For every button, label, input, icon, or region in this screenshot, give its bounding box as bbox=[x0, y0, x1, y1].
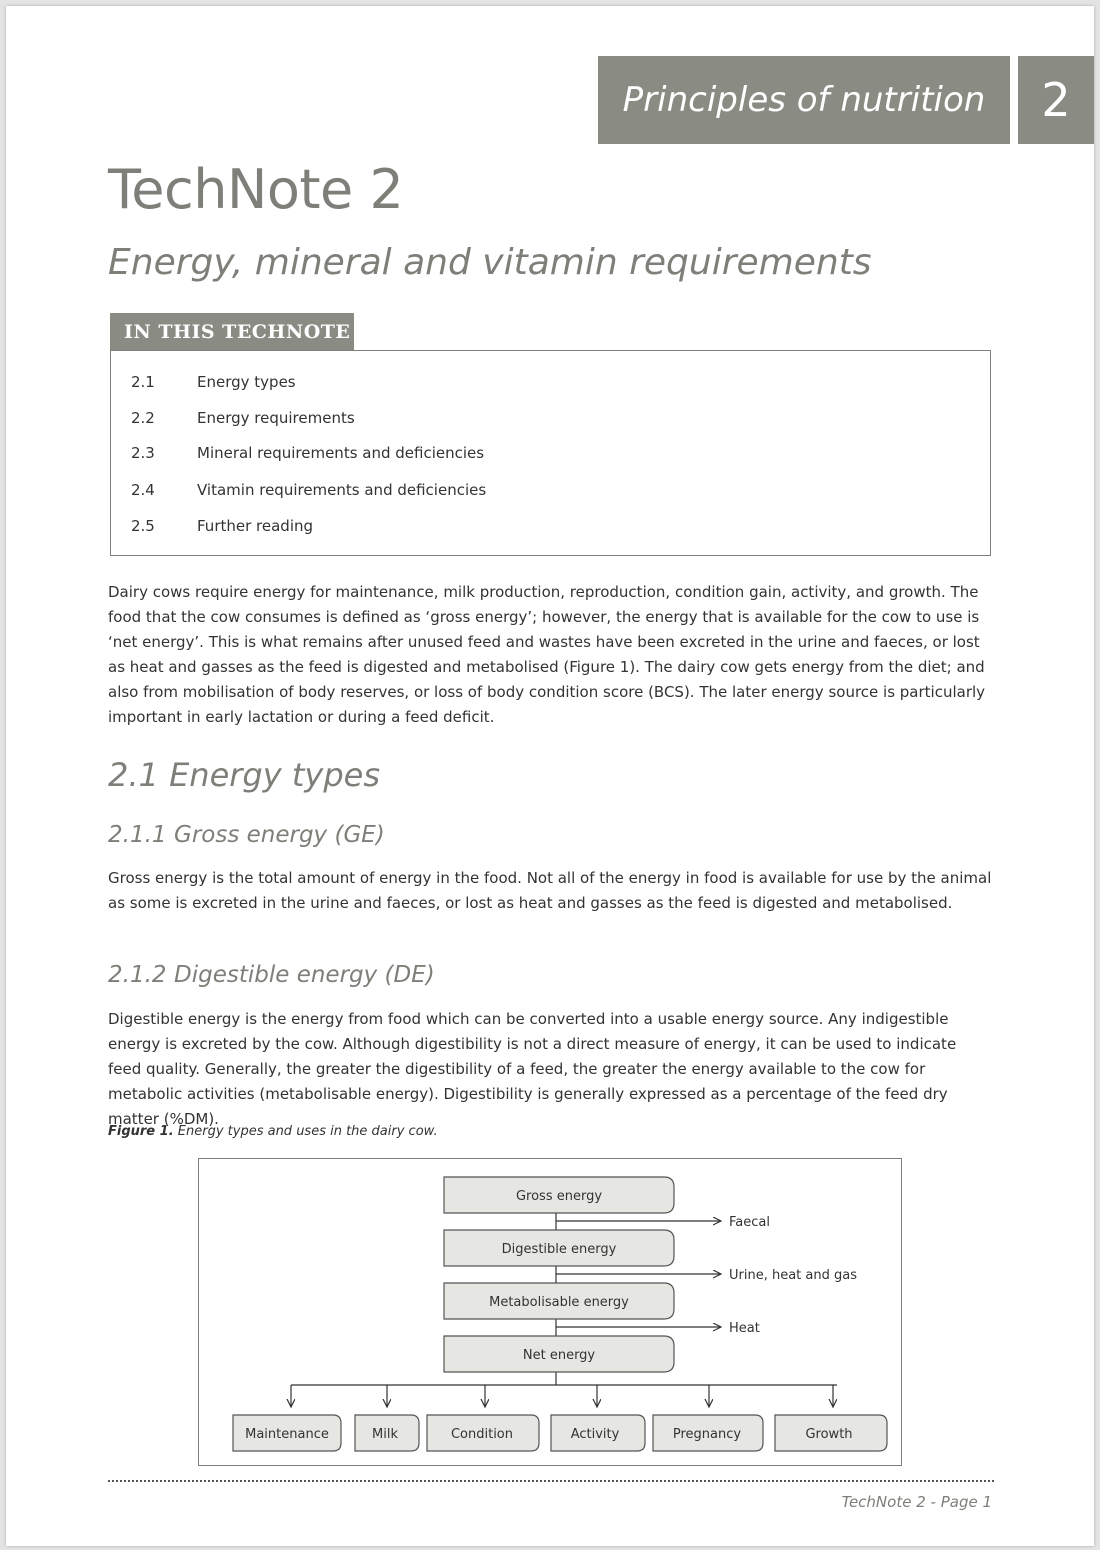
use-label: Growth bbox=[805, 1427, 853, 1442]
figure-caption-text: Energy types and uses in the dairy cow. bbox=[177, 1124, 438, 1139]
loss-label-urine: Urine, heat and gas bbox=[729, 1268, 857, 1283]
use-box-maintenance bbox=[233, 1415, 341, 1451]
flow-box-gross-energy bbox=[444, 1177, 674, 1213]
use-box-condition bbox=[427, 1415, 539, 1451]
section-title-banner: Principles of nutrition bbox=[598, 56, 1010, 144]
table-of-contents bbox=[110, 350, 991, 556]
section-heading-2-1-1 bbox=[108, 822, 385, 848]
gross-energy-paragraph: Gross energy is the total amount of energy in the food. Not all of the energy in food is available for use by the animal as some is excreted in the urine and faeces, or lost as heat and gasses as the feed is digested and metabolised. bbox=[108, 869, 992, 912]
toc-item[interactable] bbox=[131, 373, 296, 391]
toc-item-text: Mineral requirements and deficiencies bbox=[197, 444, 485, 462]
section-heading-2-1-2 bbox=[108, 962, 435, 988]
footer-divider bbox=[108, 1480, 994, 1482]
toc-item-text: Further reading bbox=[197, 517, 314, 535]
flow-box-net-energy bbox=[444, 1336, 674, 1372]
digestible-energy-paragraph: Digestible energy is the energy from food which can be converted into a usable energy source. Any indigestible energy is excreted by the cow. Although digestibility is not a direct measure of energy, it can be used to indicate feed quality. Generally, the greater the digestibility of a feed, the greater the energy available to the cow for metabolic activities (metabolisable energy). Digestibility is generally expressed as a percentage of the feed dry matter (%DM). bbox=[108, 1010, 957, 1128]
intro-paragraph: Dairy cows require energy for maintenance, milk production, reproduction, condition gain, activity, and growth. The food that the cow consumes is defined as ‘gross energy’; however, the energy that is available for the cow to use is ‘net energy’. This is what remains after unused feed and wastes have been excreted in the urine and faeces, or lost as heat and gasses as the feed is digested and metabolised (Figure 1). The dairy cow gets energy from the diet; and also from mobilisation of body reserves, or loss of body condition score (BCS). The later energy source is particularly important in early lactation or during a feed deficit. bbox=[108, 583, 986, 726]
section-number: 2.1.2 bbox=[108, 962, 167, 988]
flow-label: Gross energy bbox=[515, 1189, 603, 1204]
section-heading-text: Digestible energy (DE) bbox=[174, 962, 435, 988]
use-box-activity bbox=[551, 1415, 645, 1451]
toc-item[interactable] bbox=[131, 409, 355, 427]
use-label: Pregnancy bbox=[672, 1427, 742, 1442]
toc-item-number: 2.1 bbox=[131, 373, 155, 391]
use-label: Activity bbox=[570, 1427, 620, 1442]
figure-label: Figure 1. bbox=[108, 1124, 174, 1139]
loss-label-heat: Heat bbox=[729, 1321, 760, 1336]
section-heading-2-1: 2.1 Energy types bbox=[108, 756, 380, 794]
figure-1-diagram bbox=[198, 1158, 902, 1466]
toc-item[interactable] bbox=[131, 481, 486, 499]
flow-label: Net energy bbox=[522, 1348, 596, 1363]
flow-label: Metabolisable energy bbox=[489, 1295, 629, 1310]
use-label: Maintenance bbox=[245, 1427, 329, 1442]
toc-item-text: Energy types bbox=[197, 373, 296, 391]
use-label: Milk bbox=[372, 1427, 398, 1442]
page-footer: TechNote 2 - Page 1 bbox=[841, 1493, 992, 1511]
figure-caption bbox=[108, 1124, 438, 1139]
toc-item-number: 2.2 bbox=[131, 409, 155, 427]
section-number-banner: 2 bbox=[1018, 56, 1094, 144]
use-box-milk bbox=[355, 1415, 419, 1451]
toc-item[interactable] bbox=[131, 517, 313, 535]
page-title: TechNote 2 bbox=[108, 158, 404, 221]
toc-item[interactable] bbox=[131, 444, 484, 462]
use-box-pregnancy bbox=[653, 1415, 763, 1451]
section-number: 2.1.1 bbox=[108, 822, 167, 848]
flow-box-digestible-energy bbox=[444, 1230, 674, 1266]
toc-label: IN THIS TECHNOTE bbox=[110, 313, 354, 351]
toc-item-text: Energy requirements bbox=[197, 409, 355, 427]
toc-item-text: Vitamin requirements and deficiencies bbox=[197, 481, 487, 499]
document-page bbox=[6, 6, 1094, 1546]
use-box-growth bbox=[775, 1415, 887, 1451]
page-subtitle: Energy, mineral and vitamin requirements bbox=[108, 242, 872, 283]
toc-item-number: 2.3 bbox=[131, 444, 155, 462]
energy-flow-diagram bbox=[199, 1159, 903, 1467]
flow-box-metabolisable-energy bbox=[444, 1283, 674, 1319]
use-label: Condition bbox=[450, 1427, 514, 1442]
flow-label: Digestible energy bbox=[501, 1242, 617, 1257]
toc-item-number: 2.4 bbox=[131, 481, 155, 499]
toc-item-number: 2.5 bbox=[131, 517, 155, 535]
loss-label-faecal: Faecal bbox=[729, 1215, 770, 1230]
section-heading-text: Gross energy (GE) bbox=[174, 822, 385, 848]
